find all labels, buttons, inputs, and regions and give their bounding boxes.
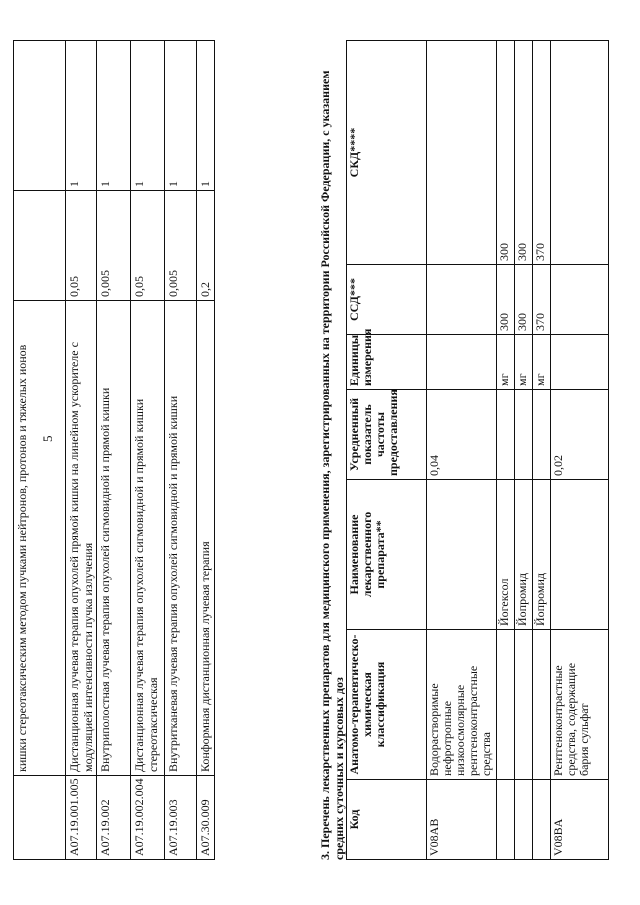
service-name: кишки стереотаксическим методом пучками нейтронов, протонов и тяжелых ионов bbox=[14, 301, 66, 776]
header-skd: СКД**** bbox=[347, 41, 427, 265]
drug-atc bbox=[497, 630, 515, 780]
header-unit: Единицы измерения bbox=[347, 335, 427, 390]
table-row bbox=[497, 41, 515, 860]
service-frequency: 0,005 bbox=[97, 191, 131, 301]
table-row bbox=[515, 41, 533, 860]
drug-frequency: 0,04 bbox=[427, 390, 497, 480]
drug-code: V08AB bbox=[427, 780, 497, 860]
service-code: A07.19.001.005 bbox=[66, 776, 97, 860]
drug-code bbox=[533, 780, 551, 860]
table-row bbox=[533, 41, 551, 860]
section-heading: 3. Перечень лекарственных препаратов для медицинского применения, зарегистрированных на территории Российской Федерации, с указанием средних суточных и курсовых доз bbox=[318, 70, 346, 860]
drug-frequency bbox=[533, 390, 551, 480]
drug-skd: 300 bbox=[497, 41, 515, 265]
table-row bbox=[14, 41, 66, 860]
service-code: A07.19.002.004 bbox=[131, 776, 165, 860]
drug-skd bbox=[427, 41, 497, 265]
service-frequency: 0,005 bbox=[165, 191, 197, 301]
service-frequency bbox=[14, 191, 66, 301]
header-atc: Анатомо-терапевтическо-химическая классификация bbox=[347, 630, 427, 780]
service-multiplicity: 1 bbox=[165, 41, 197, 191]
drug-unit bbox=[427, 335, 497, 390]
table-row bbox=[197, 41, 215, 860]
drug-frequency bbox=[497, 390, 515, 480]
drug-unit: мг bbox=[533, 335, 551, 390]
drug-unit: мг bbox=[497, 335, 515, 390]
drug-frequency: 0,02 bbox=[551, 390, 609, 480]
drug-code: V08BA bbox=[551, 780, 609, 860]
drug-skd: 370 bbox=[533, 41, 551, 265]
service-multiplicity bbox=[14, 41, 66, 191]
service-code: A07.19.003 bbox=[165, 776, 197, 860]
header-code: Код bbox=[347, 780, 427, 860]
drug-atc bbox=[515, 630, 533, 780]
service-code bbox=[14, 776, 66, 860]
table-row bbox=[551, 41, 609, 860]
service-multiplicity: 1 bbox=[131, 41, 165, 191]
drugs-table bbox=[346, 40, 609, 860]
service-name: Внутритканевая лучевая терапия опухолей сигмовидной и прямой кишки bbox=[165, 301, 197, 776]
drug-ssd: 370 bbox=[533, 265, 551, 335]
table-header-row bbox=[347, 41, 427, 860]
drug-ssd bbox=[551, 265, 609, 335]
service-code: A07.30.009 bbox=[197, 776, 215, 860]
service-frequency: 0,05 bbox=[131, 191, 165, 301]
table-row bbox=[165, 41, 197, 860]
table-row bbox=[66, 41, 97, 860]
drug-skd: 300 bbox=[515, 41, 533, 265]
service-frequency: 0,05 bbox=[66, 191, 97, 301]
drug-code bbox=[497, 780, 515, 860]
header-frequency: Усредненный показатель частоты предоставления bbox=[347, 390, 427, 480]
drug-atc bbox=[533, 630, 551, 780]
drug-name: Йопромид bbox=[515, 480, 533, 630]
drug-name bbox=[551, 480, 609, 630]
drug-name: Йопромид bbox=[533, 480, 551, 630]
drug-ssd: 300 bbox=[515, 265, 533, 335]
service-code: A07.19.002 bbox=[97, 776, 131, 860]
drug-skd bbox=[551, 41, 609, 265]
drug-ssd bbox=[427, 265, 497, 335]
drug-name bbox=[427, 480, 497, 630]
service-name: Конформная дистанционная лучевая терапия bbox=[197, 301, 215, 776]
service-multiplicity: 1 bbox=[197, 41, 215, 191]
drug-atc: Водорастворимые нефротропные низкоосмолярные рентгеноконтрастные средства bbox=[427, 630, 497, 780]
drug-frequency bbox=[515, 390, 533, 480]
drug-unit bbox=[551, 335, 609, 390]
table-row bbox=[427, 41, 497, 860]
drug-ssd: 300 bbox=[497, 265, 515, 335]
medical-services-table bbox=[13, 40, 215, 860]
rotated-page-content bbox=[10, 20, 610, 880]
service-name: Дистанционная лучевая терапия опухолей прямой кишки на линейном ускорителе с модуляцией интенсивности пучка излучения bbox=[66, 301, 97, 776]
page-number: 5 bbox=[40, 435, 55, 442]
service-multiplicity: 1 bbox=[97, 41, 131, 191]
header-ssd: ССД*** bbox=[347, 265, 427, 335]
drug-atc: Рентгеноконтрастные средства, содержащие бария сульфат bbox=[551, 630, 609, 780]
service-name: Внутриполостная лучевая терапия опухолей сигмовидной и прямой кишки bbox=[97, 301, 131, 776]
service-frequency: 0,2 bbox=[197, 191, 215, 301]
table-row bbox=[97, 41, 131, 860]
drug-code bbox=[515, 780, 533, 860]
table-row bbox=[131, 41, 165, 860]
header-drug-name: Наименование лекарственного препарата** bbox=[347, 480, 427, 630]
service-multiplicity: 1 bbox=[66, 41, 97, 191]
service-name: Дистанционная лучевая терапия опухолей сигмовидной и прямой кишки стереотаксическая bbox=[131, 301, 165, 776]
drug-name: Йогексол bbox=[497, 480, 515, 630]
drug-unit: мг bbox=[515, 335, 533, 390]
